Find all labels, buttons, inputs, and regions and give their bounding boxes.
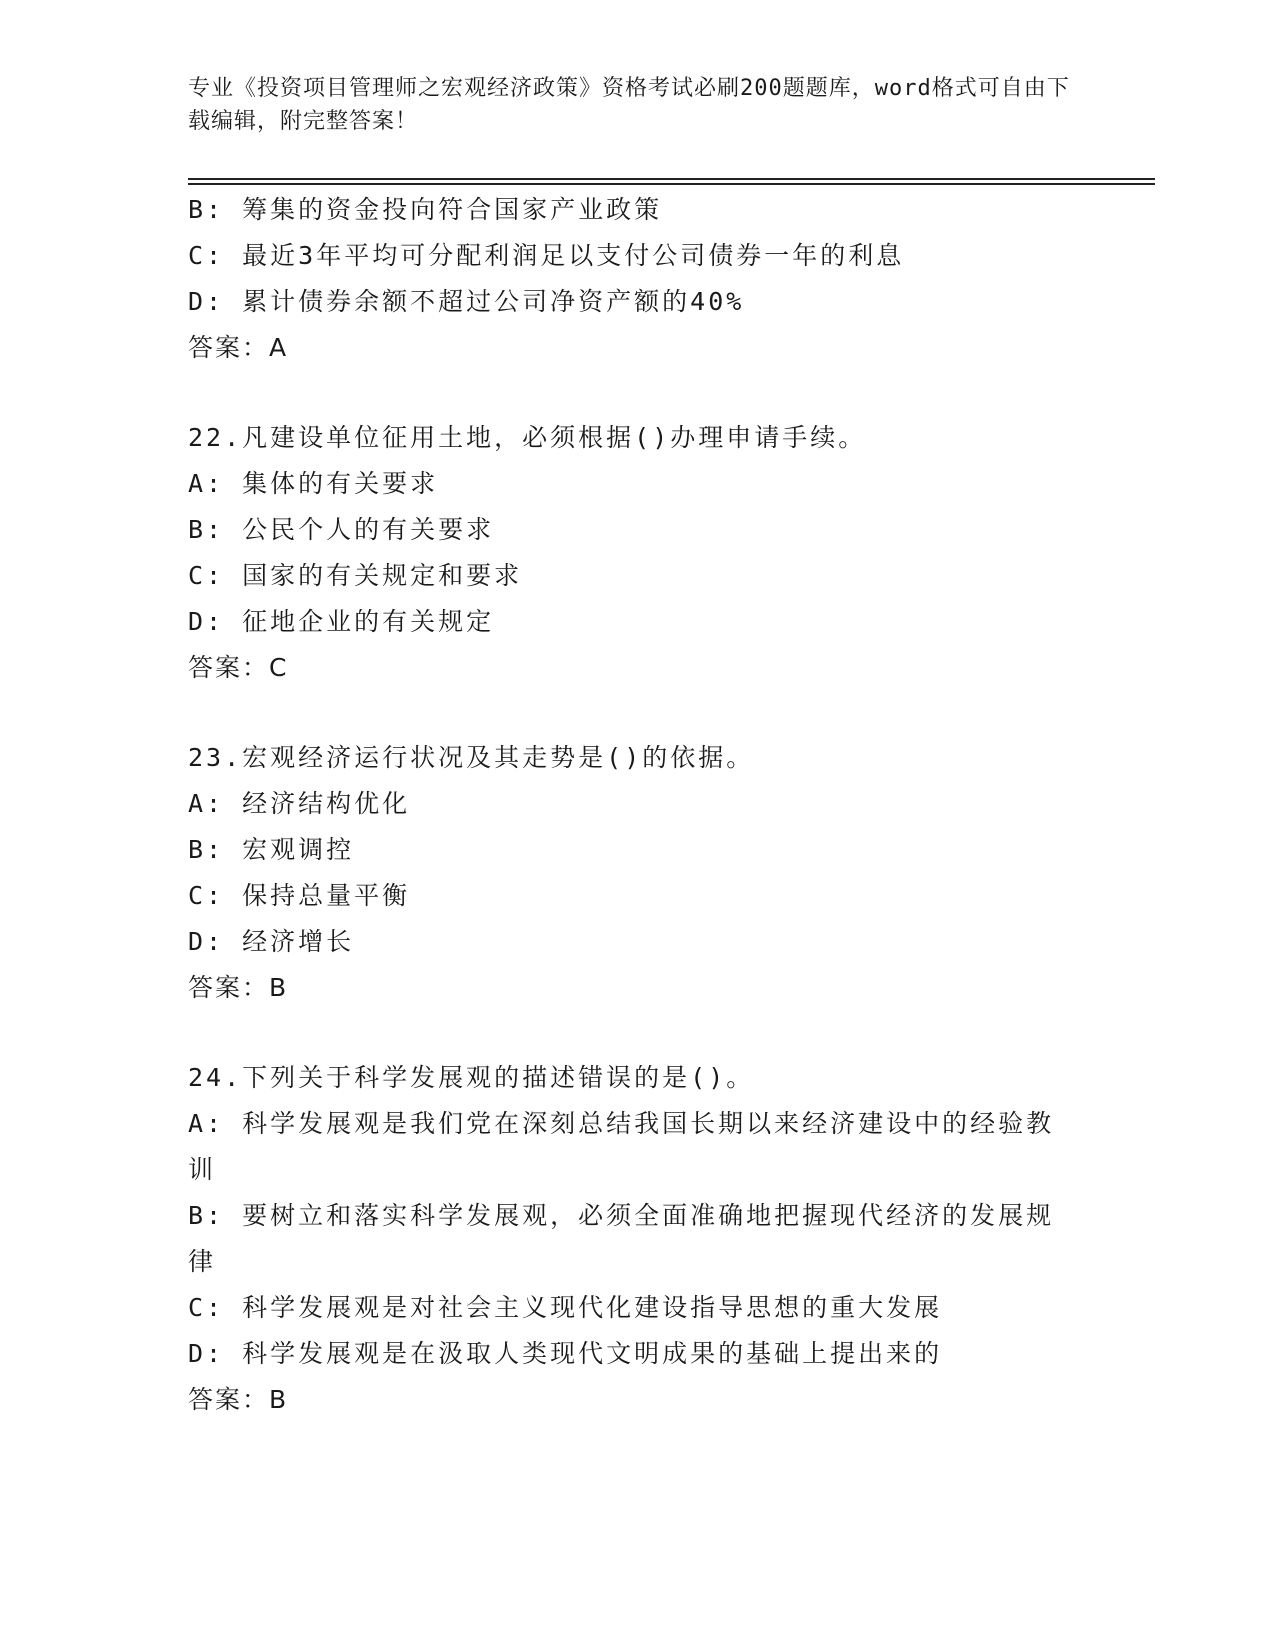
option-c: C: 科学发展观是对社会主义现代化建设指导思想的重大发展 [188, 1293, 943, 1322]
header-rule-bottom [188, 183, 1155, 185]
option-a: A: 科学发展观是我们党在深刻总结我国长期以来经济建设中的经验教训 [188, 1109, 1055, 1184]
option-a: A: 集体的有关要求 [188, 469, 439, 498]
option-b: B: 要树立和落实科学发展观，必须全面准确地把握现代经济的发展规律 [188, 1201, 1055, 1276]
answer-line: 答案：C [188, 653, 289, 682]
option-c: C: 国家的有关规定和要求 [188, 561, 523, 590]
answer-line: 答案：B [188, 1385, 289, 1414]
answer-line: 答案：B [188, 973, 289, 1002]
question-stem: 24.下列关于科学发展观的描述错误的是()。 [188, 1063, 755, 1092]
option-d: D: 累计债券余额不超过公司净资产额的40% [188, 287, 745, 316]
option-d: D: 征地企业的有关规定 [188, 607, 495, 636]
question-stem: 23.宏观经济运行状况及其走势是()的依据。 [188, 743, 755, 772]
option-c: C: 最近3年平均可分配利润足以支付公司债券一年的利息 [188, 241, 905, 270]
option-a: A: 经济结构优化 [188, 789, 411, 818]
question-24 [188, 1055, 1078, 1423]
option-d: D: 科学发展观是在汲取人类现代文明成果的基础上提出来的 [188, 1339, 943, 1368]
option-b: B: 公民个人的有关要求 [188, 515, 495, 544]
carry-over-question [188, 187, 1078, 371]
question-22 [188, 415, 1078, 691]
answer-line: 答案：A [188, 333, 289, 362]
option-c: C: 保持总量平衡 [188, 881, 411, 910]
document-header: 专业《投资项目管理师之宏观经济政策》资格考试必刷200题题库，word格式可自由下载编辑，附完整答案！ [188, 76, 1070, 134]
question-list [188, 187, 1078, 1423]
question-23 [188, 735, 1078, 1011]
header-rule-top [188, 178, 1155, 180]
option-b: B: 筹集的资金投向符合国家产业政策 [188, 195, 663, 224]
option-b: B: 宏观调控 [188, 835, 355, 864]
question-stem: 22.凡建设单位征用土地，必须根据()办理申请手续。 [188, 423, 867, 452]
option-d: D: 经济增长 [188, 927, 355, 956]
